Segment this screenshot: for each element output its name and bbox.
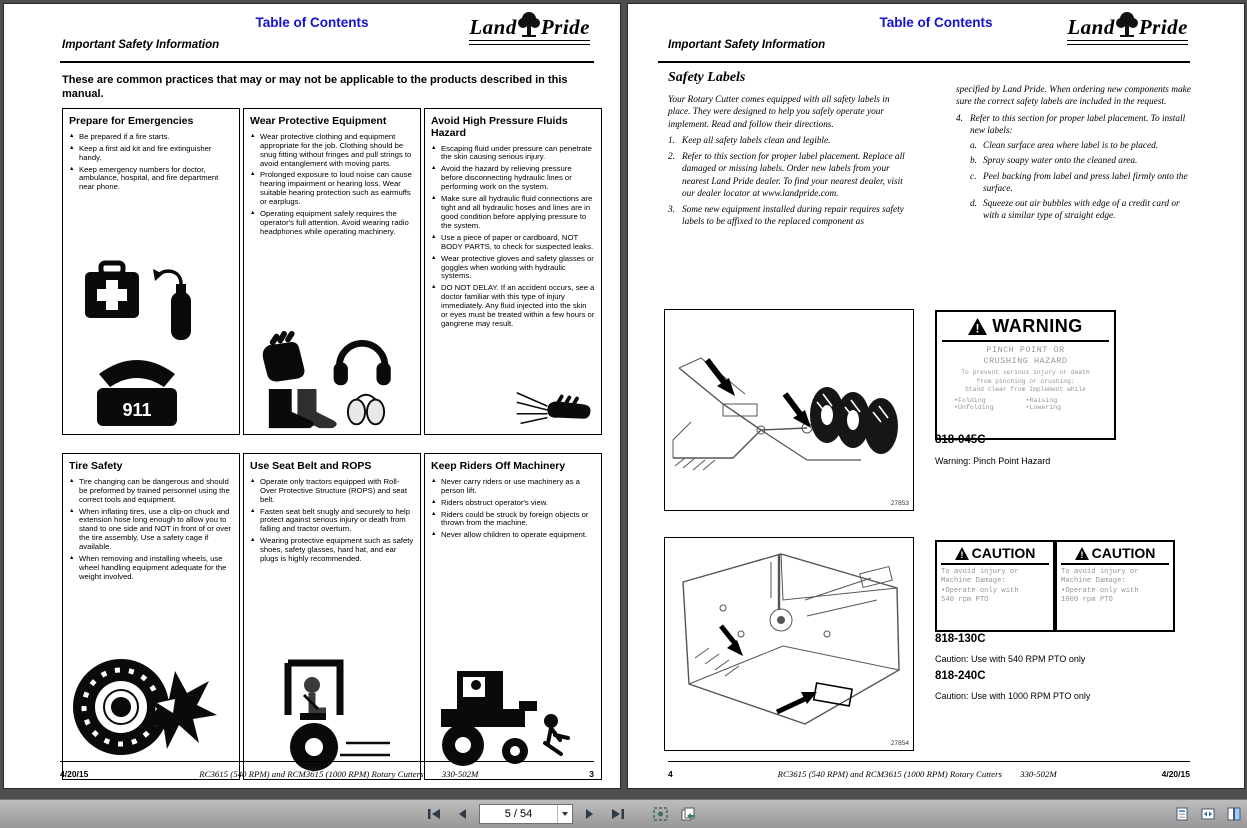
tree-icon [518, 11, 540, 37]
footer-document-title [778, 769, 1057, 779]
logo-land-text: Land [1067, 15, 1115, 39]
warning-triangle-icon [955, 547, 969, 560]
warning-hazard-line: PINCH POINT OR [986, 345, 1065, 355]
safety-item: ▲ Prolonged exposure to loud noise can cause hearing impairment or hearing loss. Wear suitable hearing protection such as earmuffs or earplugs. [250, 171, 414, 207]
caution-line: •Operate only with [941, 586, 1019, 595]
safety-item: ▲ Make sure all hydraulic fluid connections are tight and all hydraulic hoses and lines are in good condition before applying pressure to the system. [431, 195, 595, 231]
safety-box-use-seat-belt-and-rops [243, 453, 421, 780]
fire-extinguisher-icon [153, 269, 191, 340]
figure-pinch-points [664, 309, 914, 511]
table-of-contents-link[interactable]: Table of Contents [879, 15, 993, 30]
safety-box-title: Avoid High Pressure Fluids Hazard [431, 115, 568, 139]
safety-box-title: Tire Safety [69, 460, 123, 472]
warning-bullet: •Folding [954, 396, 986, 404]
safety-item: ▲ When removing and installing wheels, use wheel handling equipment adequate for the weight involved. [69, 555, 233, 582]
safety-item: ▲ Be prepared if a fire starts. [69, 133, 233, 142]
footer-rule [60, 761, 594, 763]
glove-icon [263, 334, 305, 382]
caution-label-540 [935, 540, 1055, 632]
page-indicator-text: 5 / 54 [504, 808, 533, 820]
label-part-number: 818-045C [935, 434, 986, 446]
safety-item: ▲ Fasten seat belt snugly and securely to help protect against serious injury or death from falling and tractor overturn. [250, 508, 414, 535]
emergency-equipment-illustration [77, 256, 207, 428]
safety-box-keep-riders-off-machinery [424, 453, 602, 780]
label-part-number: 818-240C [935, 670, 986, 682]
footer-document-title [199, 769, 478, 779]
sub-list-item: b. Spray soapy water onto the cleaned area. [970, 156, 1138, 167]
paragraph: Your Rotary Cutter comes equipped with all safety labels in place. They were designed to help you safely operate your implement. Read and follow their directions. [668, 95, 890, 130]
page-footer [60, 769, 594, 779]
earmuffs-icon [334, 343, 391, 385]
caution-line: •Operate only with [1061, 586, 1139, 595]
safety-item: ▲ Never allow children to operate equipment. [431, 531, 595, 540]
previous-page-button[interactable] [451, 803, 473, 825]
deck-arrow [721, 626, 743, 656]
sub-list-item: a. Clean surface area where label is to be placed. [970, 141, 1159, 152]
safety-item: ▲ DO NOT DELAY. If an accident occurs, see a doctor familiar with this type of injury immediately. Any fluid injected into the skin or eyes must be treated within a few hours or gangrene may result. [431, 284, 595, 329]
caution-header-text: CAUTION [1091, 545, 1156, 561]
next-page-icon [584, 808, 596, 820]
logo-land-text: Land [469, 15, 517, 39]
safety-box-title: Use Seat Belt and ROPS [250, 460, 372, 472]
text-column-right [956, 84, 1194, 223]
pinch-point-arrow [785, 394, 811, 428]
safety-item: ▲ Operating equipment safely requires the operator's full attention. Avoid wearing radio headphones while operating machinery. [250, 210, 414, 237]
rotary-cutter-rear-illustration [665, 538, 911, 736]
page-number-input[interactable] [479, 804, 573, 824]
label-part-number: 818-130C [935, 633, 986, 645]
sub-list-item: d. Squeeze out air bubbles with edge of a credit card or with a similar type of straight edge. [970, 199, 1180, 222]
label-description: Warning: Pinch Point Hazard [935, 456, 1051, 466]
safety-item: ▲ Use a piece of paper or cardboard, NOT BODY PARTS, to check for suspected leaks. [431, 234, 595, 252]
safety-item: ▲ When inflating tires, use a clip-on chuck and extension hose long enough to allow you to stand to one side and NOT in front of or over the tire assembly. Use a safety cage if available. [69, 508, 233, 553]
logo-pride-text: Pride [540, 15, 590, 39]
warning-body-line: Stand clear from Implement while [965, 386, 1086, 394]
boot-icon [269, 389, 337, 428]
caution-line: 540 rpm PTO [941, 596, 989, 605]
safety-item: ▲ Riders could be struck by foreign objects or thrown from the machine. [431, 511, 595, 529]
last-page-icon [611, 808, 625, 820]
warning-triangle-icon [1075, 547, 1089, 560]
pinch-point-arrow [707, 360, 735, 396]
safety-box-wear-protective-equipment [243, 108, 421, 435]
safety-item: ▲ Wearing protective equipment such as safety shoes, safety glasses, hard hat, and ear plugs is highly recommended. [250, 537, 414, 564]
list-item: 3. Some new equipment installed during repair requires safety labels to be affixed to the replaced component as [668, 205, 904, 228]
safety-item: ▲ Tire changing can be dangerous and should be preformed by trained personnel using the correct tools and equipment. [69, 478, 233, 505]
warning-triangle-icon [968, 318, 987, 335]
manual-page-left [4, 4, 620, 788]
no-riders-illustration [431, 665, 579, 773]
safety-box-title: Keep Riders Off Machinery [431, 460, 566, 472]
caution-line: Machine Damage: [941, 577, 1006, 586]
falling-rider-icon [544, 714, 568, 754]
last-page-button[interactable] [607, 803, 629, 825]
safety-item: ▲ Never carry riders or use machinery as a person lift. [431, 478, 595, 496]
safety-item: ▲ Operate only tractors equipped with Roll-Over Protective Structure (ROPS) and seat belt. [250, 478, 414, 505]
safety-box-prepare-for-emergencies [62, 108, 240, 435]
svg-text:!: ! [975, 321, 980, 335]
figure-label-locations [664, 537, 914, 751]
warning-hazard-line: CRUSHING HAZARD [983, 356, 1068, 367]
sub-list-item: c. Peel backing from label and press label firmly onto the surface. [970, 171, 1188, 194]
table-of-contents-link[interactable]: Table of Contents [255, 15, 369, 30]
footer-page-number: 3 [589, 769, 594, 779]
warning-bullet: •Lowering [1025, 403, 1062, 411]
rops-seatbelt-illustration [254, 655, 394, 773]
intro-text: These are common practices that may or may not be applicable to the products described in this manual. [62, 74, 568, 100]
landpride-logo [1067, 11, 1188, 45]
footer-title-text: RC3615 (540 RPM) and RCM3615 (1000 RPM) Rotary Cutters [777, 769, 1002, 779]
figure-number: 27853 [890, 500, 909, 507]
tire-explosion-illustration [69, 641, 219, 773]
warning-bullet: •Raising [1025, 396, 1058, 404]
list-item: 2. Refer to this section for proper label placement. Replace all damaged or missing labels. Order new labels from your nearest Land Pride dealer. To find your nearest dealer, visit our dealer locator at www.landpride.com. [668, 152, 905, 199]
safety-item: ▲ Escaping fluid under pressure can penetrate the skin causing serious injury. [431, 145, 595, 163]
label-location-arrow [777, 683, 852, 712]
warning-body-line: from pinching or crushing: [976, 377, 1075, 385]
rotary-cutter-side-illustration [665, 310, 911, 495]
caution-line: 1000 rpm PTO [1061, 596, 1113, 605]
caution-label-1000 [1055, 540, 1175, 632]
warning-label-818-045C [935, 310, 1116, 440]
paragraph: specified by Land Pride. When ordering new components make sure the correct safety labels are included in the request. [956, 85, 1191, 108]
safety-item: ▲ Avoid the hazard by relieving pressure before disconnecting hydraulic lines or performing work on the system. [431, 165, 595, 192]
footer-title-text: RC3615 (540 RPM) and RCM3615 (1000 RPM) Rotary Cutters [199, 769, 424, 779]
label-description: Caution: Use with 540 RPM PTO only [935, 654, 1086, 664]
safety-item: ▲ Keep emergency numbers for doctor, ambulance, hospital, and fire department near phone. [69, 166, 233, 193]
chevron-down-icon[interactable] [557, 805, 572, 823]
fit-page-button[interactable] [1171, 803, 1193, 825]
safety-box-title: Wear Protective Equipment [250, 115, 387, 127]
safety-item: ▲ Keep a first aid kit and fire extinguisher handy. [69, 145, 233, 163]
facing-pages-icon [1227, 807, 1241, 821]
tires [810, 387, 898, 454]
list-item: 4. Refer to this section for proper label placement. To install new labels: [956, 113, 1186, 136]
fit-width-icon [1201, 807, 1215, 821]
footer-date: 4/20/15 [1161, 769, 1190, 779]
phone-911-text: 911 [122, 400, 152, 420]
first-aid-kit-icon [85, 263, 139, 318]
safety-item: ▲ Wear protective clothing and equipment appropriate for the job. Clothing should be snug fitting without fringes and pull strings to avoid entanglement with moving parts. [250, 133, 414, 169]
next-page-button[interactable] [579, 803, 601, 825]
warning-header-text: WARNING [992, 316, 1083, 336]
fit-width-button[interactable] [1197, 803, 1219, 825]
safety-box-tire-safety [62, 453, 240, 780]
figure-number: 27854 [890, 740, 909, 747]
svg-text:!: ! [960, 549, 964, 560]
footer-rule [668, 761, 1190, 763]
header-rule [658, 61, 1190, 63]
manual-page-right [628, 4, 1244, 788]
hydraulic-spray-hand-illustration [513, 387, 597, 431]
safety-item: ▲ Riders obstruct operator's view. [431, 499, 595, 508]
logo-pride-text: Pride [1138, 15, 1188, 39]
copy-page-icon [681, 807, 696, 821]
warning-body-line: To prevent serious injury or death [961, 369, 1090, 377]
snapshot-button[interactable] [649, 803, 671, 825]
earplugs-icon [348, 395, 384, 425]
caution-line: To avoid injury or [1061, 568, 1139, 576]
landpride-logo [469, 11, 590, 45]
tree-icon [1116, 11, 1138, 37]
warning-bullet: •Unfolding [954, 403, 994, 411]
caution-line: Machine Damage: [1061, 577, 1126, 586]
label-description: Caution: Use with 1000 RPM PTO only [935, 691, 1091, 701]
page-footer [668, 769, 1190, 779]
protective-equipment-illustration [252, 330, 400, 430]
section-heading: Important Safety Information [62, 39, 220, 51]
logo-underline [469, 40, 590, 45]
previous-page-icon [456, 808, 468, 820]
footer-page-number: 4 [668, 769, 673, 779]
safety-box-title: Prepare for Emergencies [69, 115, 194, 127]
footer-doc-number: 330-502M [441, 769, 479, 779]
first-page-button[interactable] [423, 803, 445, 825]
safety-item: ▲ Wear protective gloves and safety glasses or goggles when working with hydraulic systems. [431, 255, 595, 282]
facing-pages-view-button[interactable] [1223, 803, 1245, 825]
svg-text:!: ! [1080, 549, 1084, 560]
safety-labels-heading: Safety Labels [668, 70, 746, 85]
list-item: 1. Keep all safety labels clean and legible. [668, 135, 831, 146]
safety-box-avoid-high-pressure-fluids [424, 108, 602, 435]
header-rule [60, 61, 594, 63]
caution-header-text: CAUTION [971, 545, 1036, 561]
safety-boxes-grid [62, 108, 595, 780]
first-page-icon [427, 808, 441, 820]
snapshot-icon [653, 807, 668, 821]
text-column-left [668, 94, 912, 229]
pdf-viewer-toolbar [0, 799, 1247, 828]
footer-date: 4/20/15 [60, 769, 89, 779]
caution-line: To avoid injury or [941, 568, 1019, 576]
copy-page-button[interactable] [677, 803, 699, 825]
logo-underline [1067, 40, 1188, 45]
emergency-phone-icon [97, 360, 177, 426]
section-heading: Important Safety Information [668, 39, 826, 51]
footer-doc-number: 330-502M [1020, 769, 1057, 779]
fit-page-icon [1175, 807, 1189, 821]
